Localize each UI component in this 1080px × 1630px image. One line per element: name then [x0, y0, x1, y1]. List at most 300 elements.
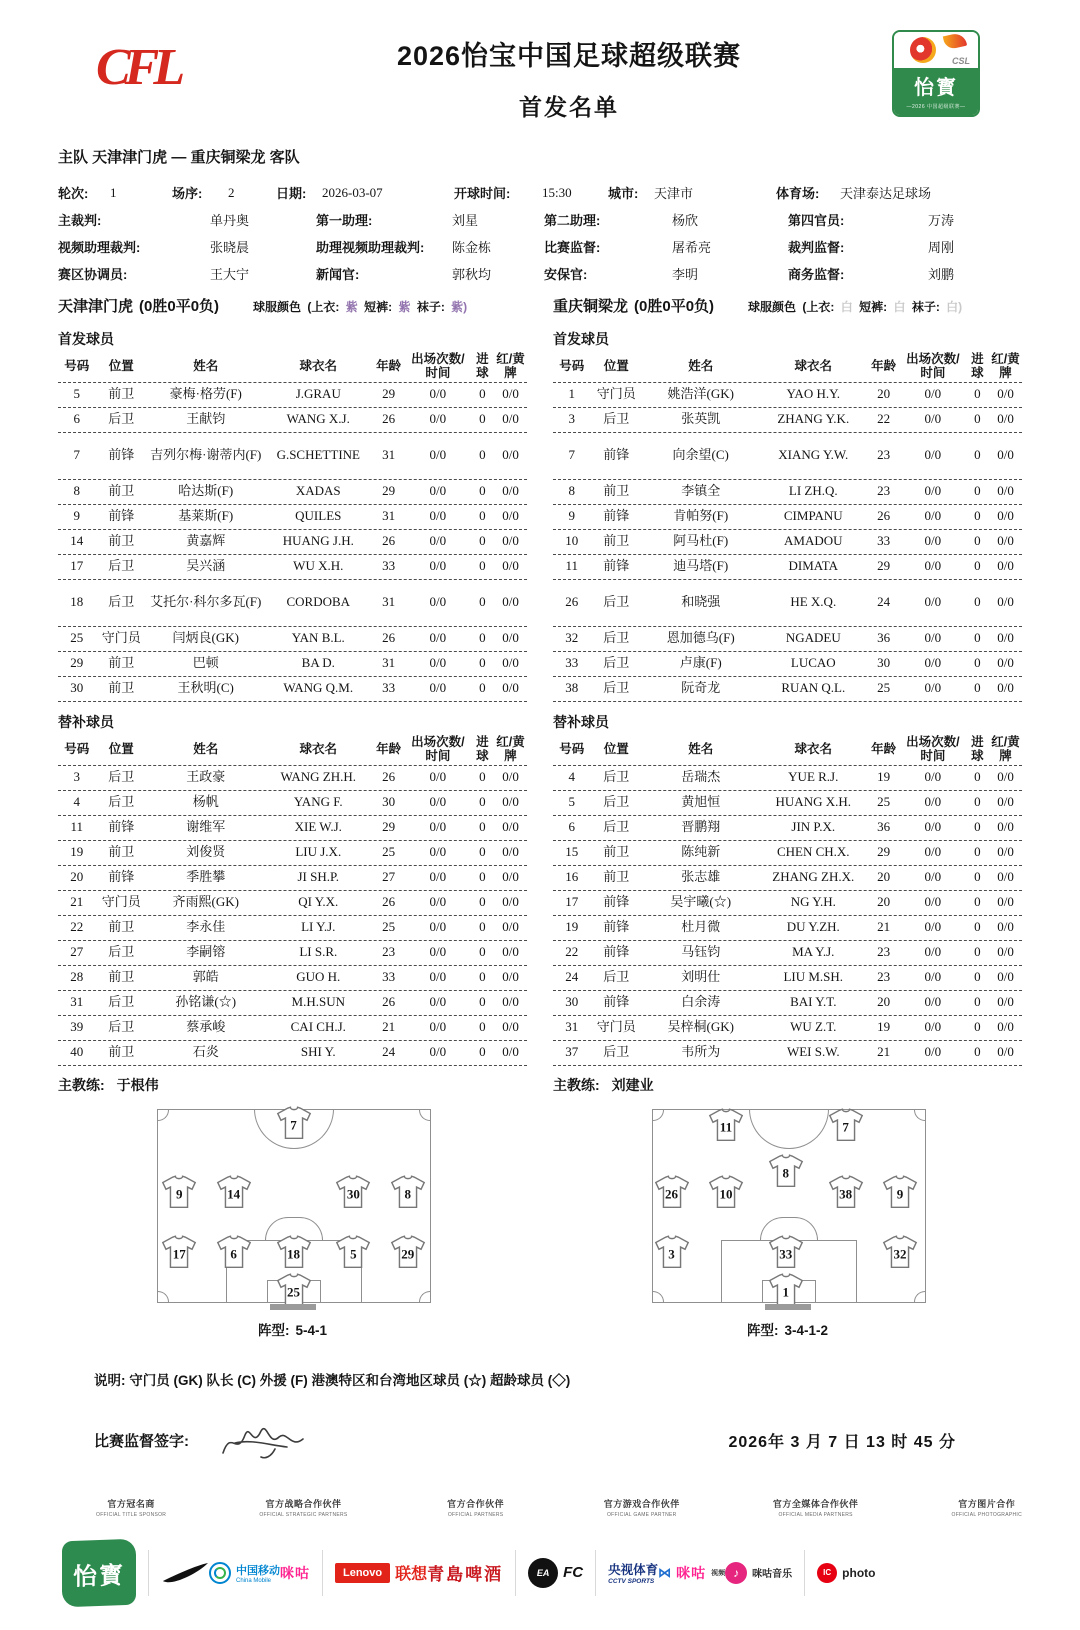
cell-goals: 0	[479, 594, 486, 610]
cell-num: 17	[565, 894, 579, 910]
cell-goals: 0	[479, 919, 486, 935]
cell-goals: 0	[974, 1019, 981, 1035]
cell-goals: 0	[974, 680, 981, 696]
sponsor-category-zh: 官方冠名商	[107, 1498, 155, 1509]
cell-cards: 0/0	[502, 533, 519, 549]
officials-row	[58, 260, 1022, 287]
cell-apps: 0/0	[429, 844, 447, 860]
ea-sports-fc-logo	[528, 1558, 583, 1588]
jersey-number: 10	[719, 1186, 733, 1202]
cell-age: 36	[877, 630, 891, 646]
cell-apps: 0/0	[429, 944, 447, 960]
cell-pos: 前锋	[108, 869, 135, 885]
cell-goals: 0	[974, 894, 981, 910]
player-row	[553, 891, 1022, 916]
cell-cards: 0/0	[502, 1044, 519, 1060]
sponsor-categories	[96, 1497, 1022, 1518]
cell-goals: 0	[974, 594, 981, 610]
cell-apps: 0/0	[429, 447, 447, 463]
kit-shorts-color: 白	[893, 300, 906, 314]
info-label: 轮次:	[58, 186, 89, 201]
cell-cards: 0/0	[997, 483, 1014, 499]
cell-goals: 0	[974, 1044, 981, 1060]
cell-jersey: LUCAO	[790, 655, 836, 671]
sponsor-logos	[58, 1534, 1022, 1612]
cell-jersey: ZHANG ZH.X.	[772, 869, 855, 885]
player-row	[553, 1041, 1022, 1066]
cell-pos: 前卫	[108, 844, 135, 860]
cell-goals: 0	[974, 944, 981, 960]
kit-shorts-color: 紫	[398, 300, 411, 314]
cell-jersey: MA Y.J.	[792, 944, 835, 960]
column-header-goals: 进球	[971, 352, 984, 381]
cell-apps: 0/0	[924, 483, 942, 499]
cell-apps: 0/0	[429, 508, 447, 524]
coach-label: 主教练:	[58, 1076, 105, 1093]
cell-apps: 0/0	[429, 630, 447, 646]
title-block	[246, 24, 892, 122]
cell-age: 26	[382, 533, 396, 549]
cell-name: 李嗣镕	[186, 944, 226, 960]
cell-jersey: LI Y.J.	[301, 919, 336, 935]
cell-age: 33	[382, 558, 396, 574]
cell-age: 21	[382, 1019, 396, 1035]
officials-rows	[58, 206, 1022, 287]
cell-cards: 0/0	[997, 894, 1014, 910]
cell-apps: 0/0	[429, 533, 447, 549]
info-label: 日期:	[276, 186, 307, 201]
cell-age: 23	[877, 483, 891, 499]
cell-pos: 前锋	[603, 894, 630, 910]
away-team-record: (0胜0平0负)	[634, 298, 715, 315]
kit-socks-label: 袜子:	[911, 300, 940, 314]
cell-num: 27	[70, 944, 84, 960]
player-row	[58, 816, 527, 841]
cell-age: 25	[382, 844, 396, 860]
home-team-name: 天津津门虎	[58, 298, 134, 315]
column-header-num: 号码	[559, 359, 585, 374]
sponsor-category-zh: 官方全媒体合作伙伴	[772, 1498, 859, 1509]
jersey-number: 26	[665, 1186, 679, 1202]
cell-name: 张志雄	[681, 869, 721, 885]
divider	[595, 1550, 596, 1596]
cell-age: 29	[382, 386, 396, 402]
column-header-name: 姓名	[193, 359, 219, 374]
ic-photo-icon: IC	[817, 1563, 837, 1583]
cell-cards: 0/0	[502, 869, 519, 885]
cell-age: 25	[877, 794, 891, 810]
cell-age: 25	[877, 680, 891, 696]
cell-age: 29	[382, 483, 396, 499]
player-row	[58, 580, 527, 627]
corner-arc	[914, 1110, 925, 1121]
cell-pos: 前锋	[603, 919, 630, 935]
cell-goals: 0	[974, 769, 981, 785]
away-kit-colors	[748, 298, 965, 315]
cell-cards: 0/0	[502, 819, 519, 835]
cell-goals: 0	[974, 794, 981, 810]
music-note-icon: ♪	[725, 1562, 747, 1584]
jersey-number: 30	[346, 1186, 360, 1202]
cell-cards: 0/0	[502, 483, 519, 499]
cell-pos: 前锋	[603, 558, 630, 574]
teams-section	[58, 295, 1022, 1339]
player-row	[58, 480, 527, 505]
jersey-number: 14	[227, 1186, 241, 1202]
lenovo-logo	[335, 1561, 427, 1584]
cell-name: 石炎	[192, 1044, 219, 1060]
player-row	[553, 627, 1022, 652]
cell-pos: 后卫	[108, 769, 135, 785]
cell-age: 29	[382, 819, 396, 835]
away-coach	[553, 1075, 1022, 1095]
cell-goals: 0	[479, 994, 486, 1010]
cell-cards: 0/0	[502, 630, 519, 646]
cell-goals: 0	[479, 680, 486, 696]
cell-jersey: DIMATA	[788, 558, 839, 574]
info-label: 体育场:	[776, 186, 820, 201]
china-mobile-logo	[209, 1562, 280, 1584]
player-row	[553, 383, 1022, 408]
table-header-row	[58, 351, 527, 383]
cell-apps: 0/0	[924, 919, 942, 935]
column-header-goals: 进球	[971, 734, 984, 764]
cell-num: 38	[565, 680, 579, 696]
jersey-8	[390, 1176, 426, 1209]
corner-arc	[419, 1291, 430, 1302]
csl-badge-top	[894, 32, 978, 68]
column-header-apps: 出场次数/时间	[411, 352, 465, 381]
cell-name: 杜月微	[681, 919, 721, 935]
cell-name: 黄嘉辉	[186, 533, 226, 549]
cell-name: 孙铭谦(☆)	[175, 994, 237, 1010]
cell-pos: 前卫	[108, 969, 135, 985]
cell-pos: 后卫	[108, 594, 135, 610]
jersey-number: 25	[287, 1284, 300, 1300]
away-starters-label: 首发球员	[553, 331, 609, 347]
matchup-line: 主队 天津津门虎 — 重庆铜梁龙 客队	[58, 149, 300, 166]
cell-goals: 0	[974, 655, 981, 671]
info-label: 比赛监督:	[544, 240, 601, 255]
cell-cards: 0/0	[997, 994, 1014, 1010]
cell-jersey: XADAS	[295, 483, 341, 499]
divider	[515, 1550, 516, 1596]
cell-apps: 0/0	[429, 794, 447, 810]
cell-pos: 守门员	[596, 1019, 636, 1035]
cell-pos: 后卫	[603, 655, 630, 671]
cell-apps: 0/0	[429, 969, 447, 985]
player-row	[58, 505, 527, 530]
kit-shorts-label: 短裤:	[859, 300, 888, 314]
cell-pos: 后卫	[603, 630, 630, 646]
cell-jersey: NGADEU	[785, 630, 841, 646]
cell-jersey: AMADOU	[784, 533, 843, 549]
cell-jersey: CHEN CH.X.	[776, 844, 850, 860]
cell-pos: 前锋	[108, 819, 135, 835]
yibao-brand-text: 怡寳	[914, 77, 958, 99]
player-row	[553, 966, 1022, 991]
player-row	[58, 530, 527, 555]
sponsor-category-zh: 官方合作伙伴	[447, 1498, 505, 1509]
cell-cards: 0/0	[997, 794, 1014, 810]
csl-flame-icon	[943, 32, 967, 50]
cell-num: 9	[568, 508, 575, 524]
cell-goals: 0	[479, 869, 486, 885]
sponsor-category	[441, 1497, 511, 1518]
cell-apps: 0/0	[429, 483, 447, 499]
jersey-7	[276, 1106, 312, 1139]
info-value: 屠希亮	[672, 240, 712, 255]
cell-apps: 0/0	[429, 1019, 447, 1035]
column-header-num: 号码	[64, 359, 90, 374]
cell-pos: 前卫	[108, 919, 135, 935]
cell-cards: 0/0	[997, 869, 1014, 885]
home-formation-diagram	[157, 1109, 429, 1303]
jersey-number: 17	[172, 1246, 186, 1262]
cell-apps: 0/0	[924, 894, 942, 910]
cell-pos: 前卫	[108, 680, 135, 696]
away-subs-label: 替补球员	[553, 713, 609, 730]
player-row	[58, 1041, 527, 1066]
cell-pos: 前锋	[603, 447, 630, 463]
cell-name: 齐雨熙(GK)	[172, 894, 239, 910]
player-row	[553, 766, 1022, 791]
cell-apps: 0/0	[924, 680, 942, 696]
away-team-column	[553, 295, 1022, 1339]
cell-cards: 0/0	[997, 386, 1014, 402]
lenovo-zh: 联想	[395, 1566, 428, 1583]
cell-num: 22	[70, 919, 84, 935]
jersey-number: 6	[230, 1246, 237, 1262]
kit-socks-color: 紫)	[451, 300, 468, 314]
cell-cards: 0/0	[502, 769, 519, 785]
cell-age: 26	[382, 630, 396, 646]
cell-age: 31	[382, 508, 396, 524]
cell-jersey: YAN B.L.	[291, 630, 345, 646]
player-row	[58, 555, 527, 580]
goal	[765, 1304, 811, 1310]
cell-cards: 0/0	[502, 794, 519, 810]
cell-age: 20	[877, 869, 891, 885]
player-row	[553, 791, 1022, 816]
cell-pos: 前卫	[108, 1044, 135, 1060]
cell-jersey: QI Y.X.	[298, 894, 339, 910]
cell-cards: 0/0	[502, 1019, 519, 1035]
cell-apps: 0/0	[429, 680, 447, 696]
formation-label: 阵型:	[257, 1322, 290, 1338]
cell-pos: 前卫	[108, 386, 135, 402]
cell-apps: 0/0	[429, 919, 447, 935]
cell-pos: 前锋	[603, 508, 630, 524]
cell-goals: 0	[974, 508, 981, 524]
cell-apps: 0/0	[924, 1044, 942, 1060]
cell-apps: 0/0	[924, 794, 942, 810]
info-value: 天津泰达足球场	[840, 186, 932, 201]
cell-cards: 0/0	[502, 558, 519, 574]
info-value: 15:30	[542, 184, 572, 200]
info-label: 第一助理:	[316, 213, 373, 228]
cell-age: 24	[382, 1044, 396, 1060]
signature-scribble	[217, 1419, 313, 1463]
sponsor-category	[96, 1497, 166, 1518]
cfl-logo: CFL	[96, 39, 180, 96]
cell-apps: 0/0	[924, 411, 942, 427]
cell-age: 31	[382, 447, 396, 463]
cell-name: 白余涛	[681, 994, 721, 1010]
cell-goals: 0	[479, 411, 486, 427]
cell-age: 22	[877, 411, 891, 427]
cell-age: 26	[382, 769, 396, 785]
cell-jersey: XIE W.J.	[294, 819, 342, 835]
column-header-cards: 红/黄牌	[991, 352, 1020, 381]
player-row	[553, 530, 1022, 555]
cell-pos: 前卫	[603, 483, 630, 499]
cell-goals: 0	[479, 447, 486, 463]
table-header-row	[58, 734, 527, 766]
cell-name: 基莱斯(F)	[178, 508, 234, 524]
away-starters-table	[553, 351, 1022, 702]
info-label: 场序:	[172, 186, 203, 201]
cell-num: 25	[70, 630, 84, 646]
cell-age: 26	[382, 994, 396, 1010]
cell-num: 4	[568, 769, 575, 785]
cell-apps: 0/0	[924, 533, 942, 549]
cell-jersey: JI SH.P.	[297, 869, 340, 885]
cell-num: 29	[70, 655, 84, 671]
column-header-cards: 红/黄牌	[496, 734, 525, 764]
column-header-pos: 位置	[108, 359, 134, 374]
cell-apps: 0/0	[924, 844, 942, 860]
legend-note: 说明: 守门员 (GK) 队长 (C) 外援 (F) 港澳特区和台湾地区球员 (☆) 超龄球员 (◇)	[94, 1372, 571, 1388]
sponsor-category	[952, 1497, 1022, 1518]
cell-cards: 0/0	[502, 411, 519, 427]
jersey-number: 18	[287, 1246, 300, 1262]
cell-goals: 0	[974, 447, 981, 463]
nike-logo	[161, 1562, 209, 1584]
column-header-cards: 红/黄牌	[991, 734, 1020, 764]
cell-jersey: LI S.R.	[299, 944, 338, 960]
cell-name: 蔡承峻	[186, 1019, 226, 1035]
cell-jersey: M.H.SUN	[291, 994, 345, 1010]
cell-pos: 前卫	[108, 655, 135, 671]
player-row	[553, 652, 1022, 677]
jersey-number: 9	[176, 1186, 183, 1202]
cell-jersey: JIN P.X.	[791, 819, 836, 835]
cell-num: 5	[568, 794, 575, 810]
cell-cards: 0/0	[502, 508, 519, 524]
cell-goals: 0	[974, 630, 981, 646]
cell-age: 26	[382, 411, 396, 427]
cell-jersey: DU Y.ZH.	[786, 919, 840, 935]
info-label: 主裁判:	[58, 213, 102, 228]
corner-arc	[419, 1110, 430, 1121]
jersey-number: 3	[668, 1246, 675, 1262]
cell-num: 31	[565, 1019, 579, 1035]
china-mobile-zh: 中国移动	[236, 1564, 280, 1577]
cell-jersey: WU Z.T.	[790, 1019, 837, 1035]
china-mobile-icon	[209, 1562, 231, 1584]
cell-name: 刘俊贤	[186, 844, 226, 860]
cell-jersey: HUANG X.H.	[775, 794, 851, 810]
column-header-cards: 红/黄牌	[496, 352, 525, 381]
cell-goals: 0	[479, 794, 486, 810]
cell-name: 闫炳良(GK)	[172, 630, 239, 646]
kit-socks-label: 袜子:	[416, 300, 445, 314]
cell-num: 37	[565, 1044, 579, 1060]
cell-cards: 0/0	[502, 944, 519, 960]
cell-pos: 前卫	[603, 869, 630, 885]
tsingtao-beer-logo: 青島啤酒	[427, 1565, 504, 1584]
info-label: 视频助理裁判:	[58, 240, 141, 255]
kit-socks-color: 白)	[946, 300, 963, 314]
sponsor-category-en: OFFICIAL MEDIA PARTNERS	[778, 1511, 853, 1518]
lenovo-wordmark: Lenovo	[335, 1563, 390, 1583]
cell-name: 马钰钧	[681, 944, 721, 960]
sponsor-category	[773, 1497, 859, 1518]
player-row	[553, 866, 1022, 891]
cell-num: 16	[565, 869, 579, 885]
jersey-number: 38	[839, 1186, 853, 1202]
cell-goals: 0	[479, 769, 486, 785]
home-coach	[58, 1075, 527, 1095]
formation-value: 3-4-1-2	[784, 1322, 829, 1338]
signature-row	[94, 1419, 986, 1463]
cell-jersey: SHI Y.	[300, 1044, 336, 1060]
column-header-jersey: 球衣名	[794, 741, 833, 756]
jersey-number: 33	[779, 1246, 793, 1262]
cell-apps: 0/0	[429, 869, 447, 885]
cell-name: 陈纯新	[681, 844, 721, 860]
away-formation-label	[553, 1319, 1022, 1339]
player-row	[58, 383, 527, 408]
cell-cards: 0/0	[502, 447, 519, 463]
cell-apps: 0/0	[429, 994, 447, 1010]
sponsor-category-en: OFFICIAL TITLE SPONSOR	[96, 1511, 167, 1518]
cell-age: 33	[382, 680, 396, 696]
cell-num: 5	[73, 386, 80, 402]
home-kit-colors	[253, 298, 470, 315]
column-header-age: 年龄	[871, 359, 897, 374]
home-formation-label	[58, 1319, 527, 1339]
info-label: 赛区协调员:	[58, 267, 128, 282]
cell-apps: 0/0	[924, 630, 942, 646]
cell-num: 6	[73, 411, 80, 427]
player-row	[553, 941, 1022, 966]
cell-apps: 0/0	[429, 819, 447, 835]
csl-badge	[892, 30, 980, 117]
kit-shirt-color: 白	[840, 300, 853, 314]
sponsor-category-zh: 官方游戏合作伙伴	[603, 1498, 680, 1509]
away-formation-diagram	[652, 1109, 924, 1303]
cell-num: 31	[70, 994, 84, 1010]
info-label: 裁判监督:	[788, 240, 845, 255]
cell-age: 25	[382, 919, 396, 935]
away-subs-table	[553, 734, 1022, 1066]
cell-name: 豪梅·格劳(F)	[169, 386, 242, 402]
player-row	[58, 1016, 527, 1041]
cell-cards: 0/0	[997, 969, 1014, 985]
corner-arc	[914, 1291, 925, 1302]
info-value: 刘鹏	[928, 267, 955, 282]
csl-badge-small-text: —2026 中国超级联赛—	[906, 104, 966, 110]
cell-cards: 0/0	[997, 508, 1014, 524]
pitch	[157, 1109, 431, 1303]
cell-cards: 0/0	[997, 558, 1014, 574]
cell-jersey: LI ZH.Q.	[788, 483, 838, 499]
table-header-row	[553, 351, 1022, 383]
cell-num: 11	[70, 819, 84, 835]
player-row	[553, 408, 1022, 433]
